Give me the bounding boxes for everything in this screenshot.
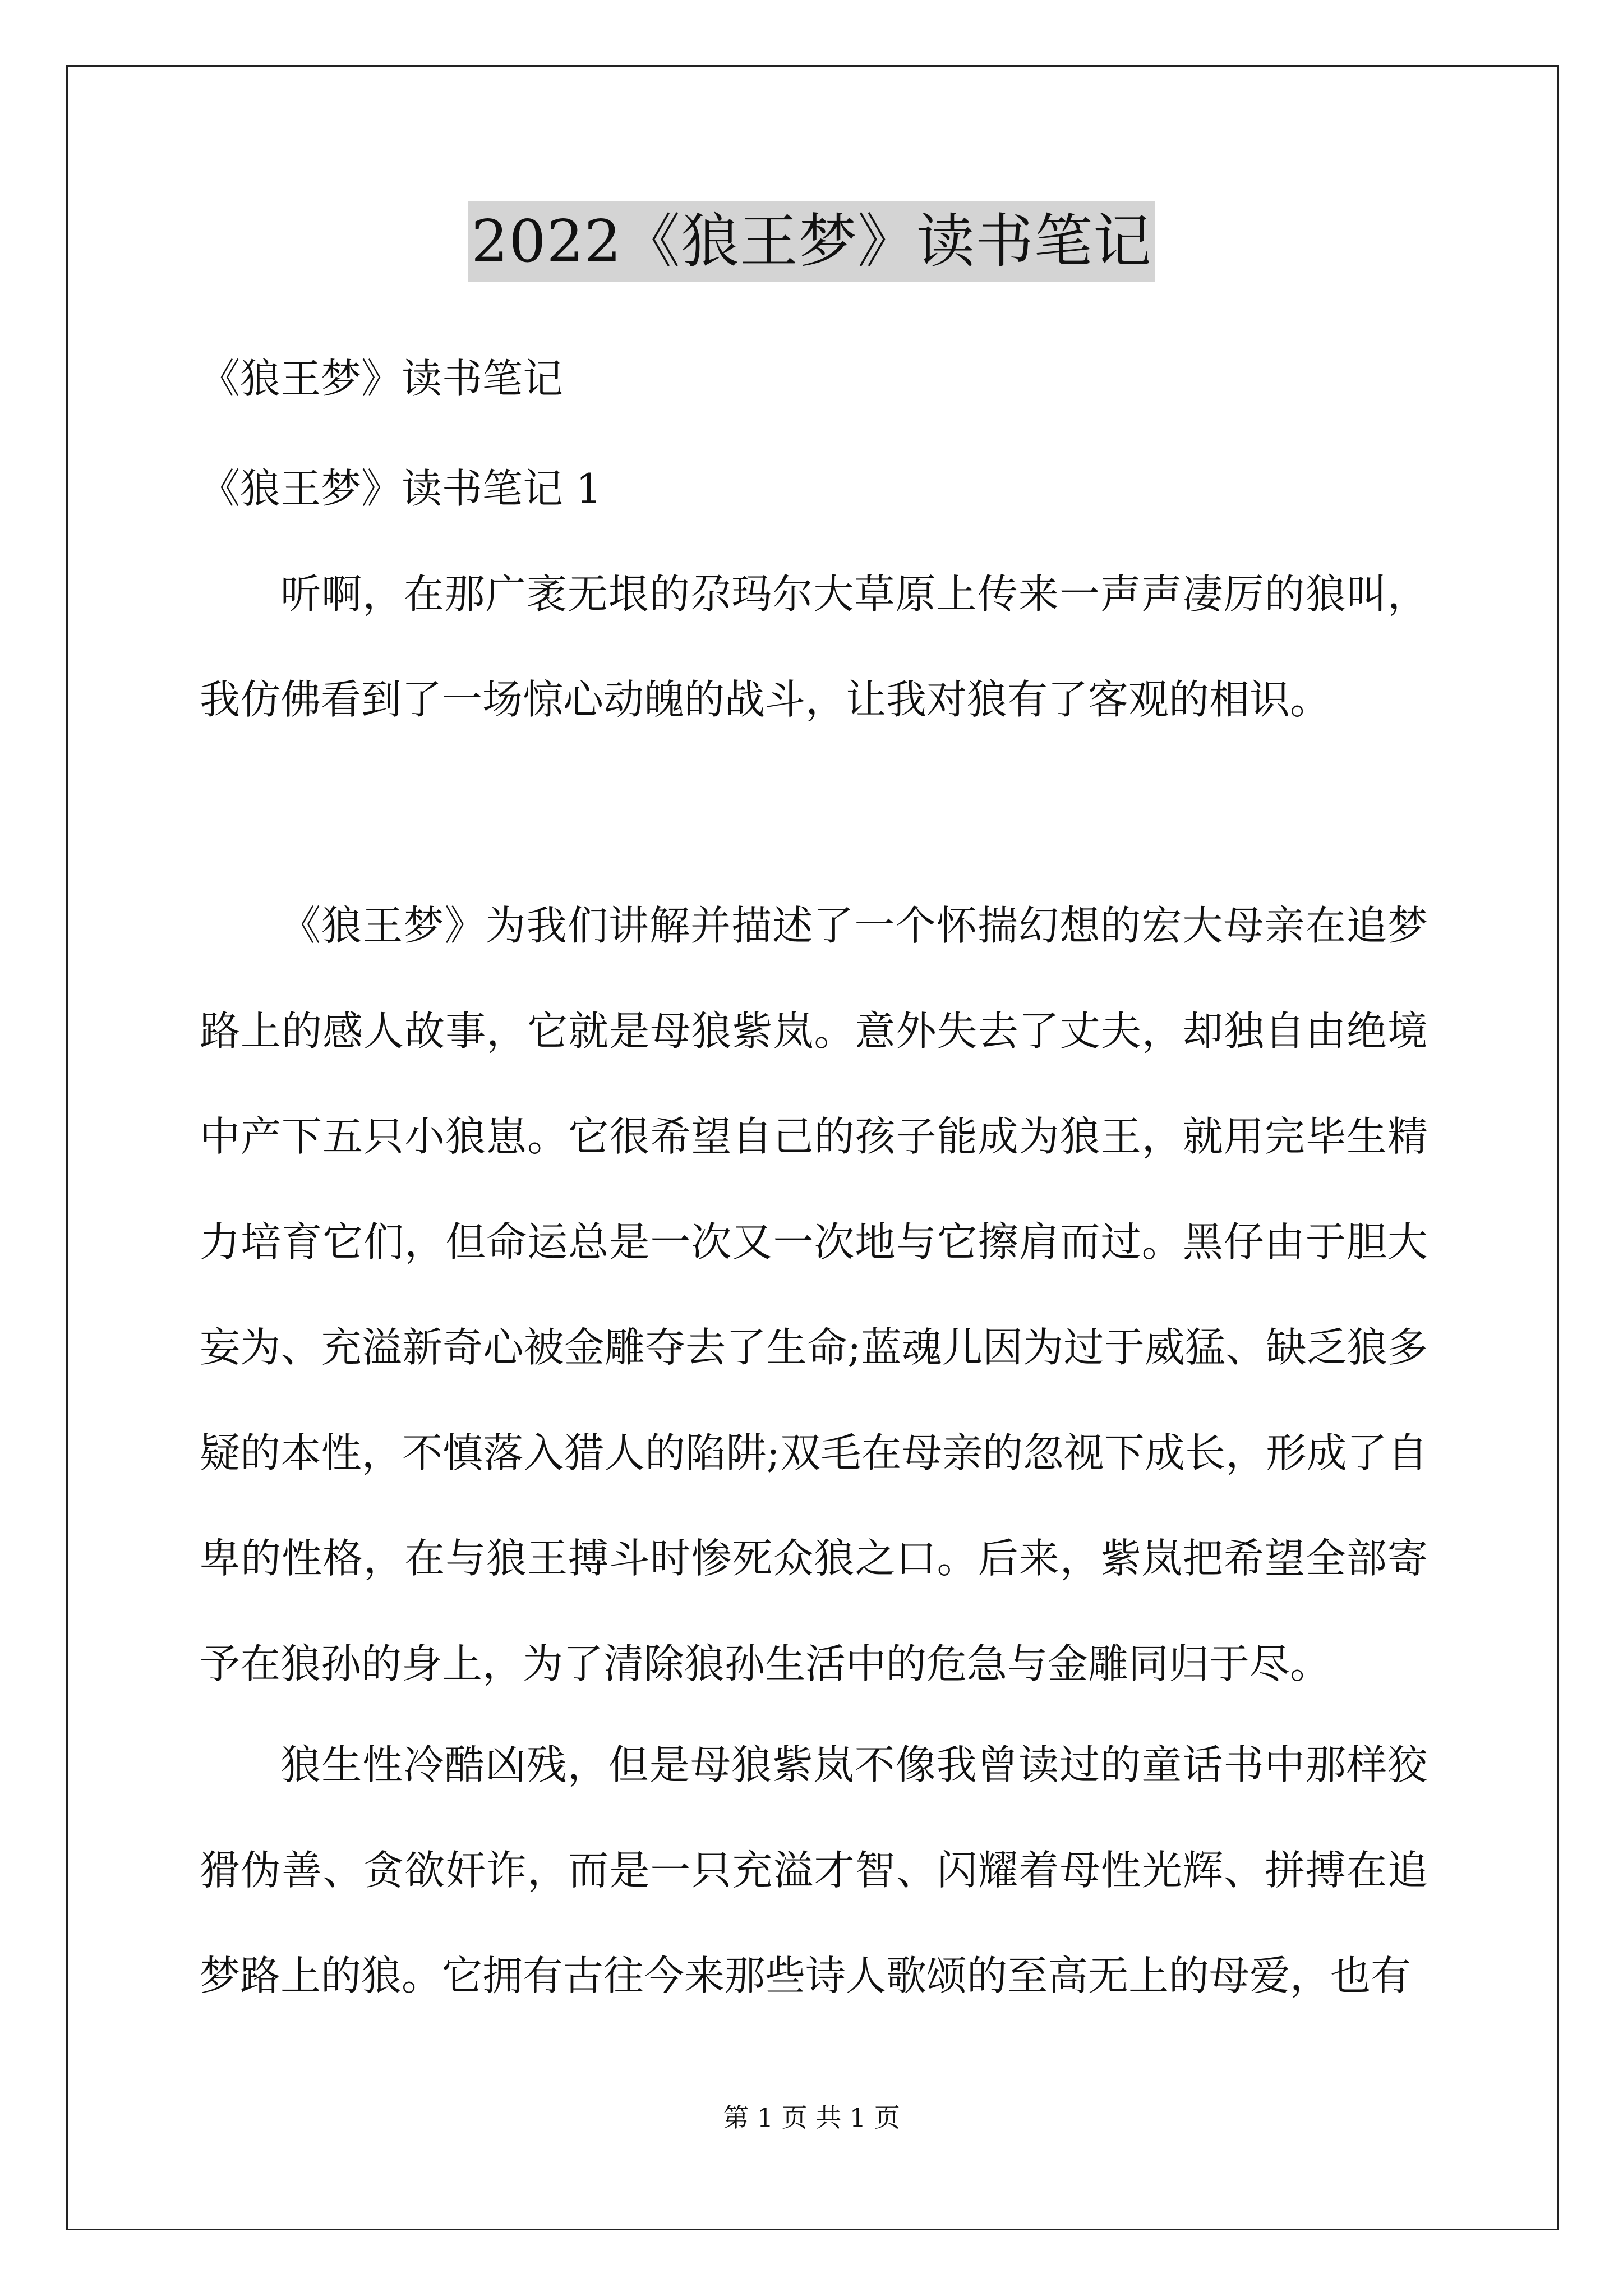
page-footer: 第 1 页 共 1 页 — [723, 2102, 900, 2133]
paragraph-3: 狼生性冷酷凶残，但是母狼紫岚不像我曾读过的童话书中那样狡猾伪善、贪欲奸诈，而是一只充溢才智、闪耀着母性光辉、拼搏在追梦路上的狼。它拥有古往今来那些诗人歌颂的至高无上的母爱，也有 — [200, 1741, 1428, 1999]
paragraph-2: 《狼王梦》为我们讲解并描述了一个怀揣幻想的宏大母亲在追梦路上的感人故事，它就是母狼紫岚。意外失去了丈夫，却独自由绝境中产下五只小狼崽。它很希望自己的孩子能成为狼王，就用完毕生精力培育它们，但命运总是一次又一次地与它擦肩而过。黑仔由于胆大妄为、充溢新奇心被金雕夺去了生命;蓝魂儿因为过于威猛、缺乏狼多疑的本性，不慎落入猎人的陷阱;双毛在母亲的忽视下成长，形成了自卑的性格，在与狼王搏斗时惨死众狼之口。后来，紫岚把希望全部寄予在狼孙的身上，为了清除狼孙生活中的危急与金雕同归于尽。 — [200, 902, 1428, 1687]
paragraph-1: 听啊，在那广袤无垠的尕玛尔大草原上传来一声声凄厉的狼叫，我仿佛看到了一场惊心动魄的战斗，让我对狼有了客观的相识。 — [200, 570, 1428, 723]
document-subtitle: 《狼王梦》读书笔记 — [200, 355, 564, 402]
section-heading: 《狼王梦》读书笔记 1 — [200, 465, 602, 512]
document-title: 2022《狼王梦》读书笔记 — [468, 201, 1155, 282]
title-container — [0, 201, 1623, 282]
